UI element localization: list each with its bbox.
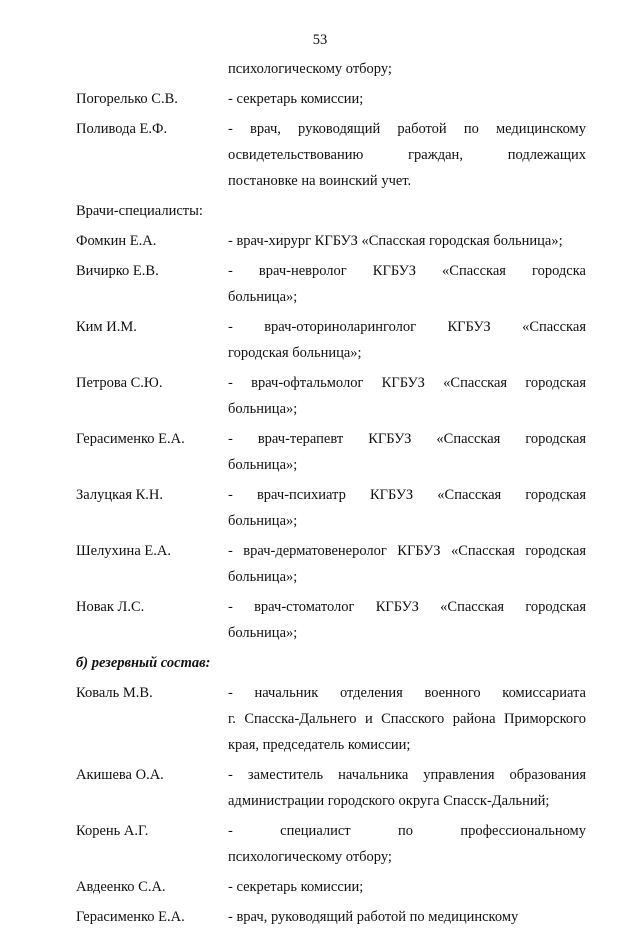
reserve-heading: б) резервный состав: (76, 655, 211, 671)
member-row (76, 426, 586, 478)
reserve-list (76, 680, 586, 930)
member-role-line: г. Спасска-Дальнего и Спасского района Приморского (228, 711, 586, 727)
member-row (76, 874, 586, 900)
member-role-line: освидетельствованию граждан, подлежащих (228, 147, 586, 163)
member-role (228, 680, 586, 758)
member-name: Коваль М.В. (76, 685, 153, 701)
member-role (228, 874, 586, 900)
member-name: Фомкин Е.А. (76, 233, 157, 249)
document-body (76, 56, 586, 934)
member-name: Герасименко Е.А. (76, 909, 185, 925)
member-row (76, 228, 586, 254)
member-row (76, 904, 586, 930)
member-role-line: больница»; (228, 625, 298, 641)
member-role (228, 594, 586, 646)
member-row (76, 258, 586, 310)
member-role-line: - врач-стоматолог КГБУЗ «Спасская городская (228, 599, 586, 615)
member-row (76, 314, 586, 366)
member-role (228, 904, 586, 930)
member-row (76, 86, 586, 112)
member-role (228, 116, 586, 194)
member-name: Вичирко Е.В. (76, 263, 159, 279)
specialists-heading: Врачи-специалисты: (76, 203, 203, 219)
member-role (228, 538, 586, 590)
member-name: Поливода Е.Ф. (76, 121, 168, 137)
member-role-line: - врач-хирург КГБУЗ «Спасская городская больница»; (228, 233, 563, 249)
member-role-line: больница»; (228, 289, 298, 305)
member-role (228, 228, 586, 254)
member-role-line: городская больница»; (228, 345, 362, 361)
member-name: Ким И.М. (76, 319, 137, 335)
member-name: Корень А.Г. (76, 823, 149, 839)
member-role-line: - врач-дерматовенеролог КГБУЗ «Спасская городская (228, 543, 586, 559)
member-role (228, 258, 586, 310)
member-row (76, 762, 586, 814)
member-name: Герасименко Е.А. (76, 431, 185, 447)
member-role (228, 818, 586, 870)
member-role-line: - секретарь комиссии; (228, 879, 364, 895)
member-name: Залуцкая К.Н. (76, 487, 164, 503)
member-name: Новак Л.С. (76, 599, 145, 615)
member-role-line: психологическому отбору; (228, 849, 392, 865)
member-role (228, 426, 586, 478)
member-name: Акишева О.А. (76, 767, 164, 783)
member-name: Петрова С.Ю. (76, 375, 163, 391)
member-role-line: больница»; (228, 513, 298, 529)
member-role-line: - врач-невролог КГБУЗ «Спасская городска (228, 263, 586, 279)
specialists-list (76, 228, 586, 646)
member-row (76, 680, 586, 758)
member-name: Шелухина Е.А. (76, 543, 171, 559)
member-role-line: - врач-офтальмолог КГБУЗ «Спасская городская (228, 375, 586, 391)
member-role-line: - врач-оториноларинголог КГБУЗ «Спасская (228, 319, 586, 335)
member-row (76, 370, 586, 422)
member-role-line: больница»; (228, 401, 298, 417)
member-row (76, 594, 586, 646)
member-role-line: - секретарь комиссии; (228, 91, 364, 107)
member-row (76, 116, 586, 194)
member-name: Авдеенко С.А. (76, 879, 166, 895)
member-row (76, 482, 586, 534)
member-role-line: - начальник отделения военного комиссариата (228, 685, 586, 701)
member-role-line: - специалист по профессиональному (228, 823, 586, 839)
member-role-line: - врач-психиатр КГБУЗ «Спасская городская (228, 487, 586, 503)
member-role (228, 370, 586, 422)
member-role-line: - врач, руководящий работой по медицинскому (228, 909, 519, 925)
member-role (228, 482, 586, 534)
member-role (228, 762, 586, 814)
member-name: Погорелько С.В. (76, 91, 178, 107)
member-role (228, 314, 586, 366)
member-role-line: - врач-терапевт КГБУЗ «Спасская городская (228, 431, 586, 447)
member-row (76, 818, 586, 870)
member-role-line: края, председатель комиссии; (228, 737, 411, 753)
member-role-line: больница»; (228, 569, 298, 585)
page-number: 53 (312, 32, 328, 48)
members-top-list (76, 86, 586, 194)
member-row (76, 538, 586, 590)
member-role-line: - заместитель начальника управления образования (228, 767, 586, 783)
continuation-line: психологическому отбору; (228, 61, 392, 77)
member-role-line: администрации городского округа Спасск-Дальний; (228, 793, 550, 809)
member-role-line: больница»; (228, 457, 298, 473)
member-role-line: постановке на воинский учет. (228, 173, 412, 189)
member-role-line: - врач, руководящий работой по медицинскому (228, 121, 586, 137)
member-role (228, 86, 586, 112)
